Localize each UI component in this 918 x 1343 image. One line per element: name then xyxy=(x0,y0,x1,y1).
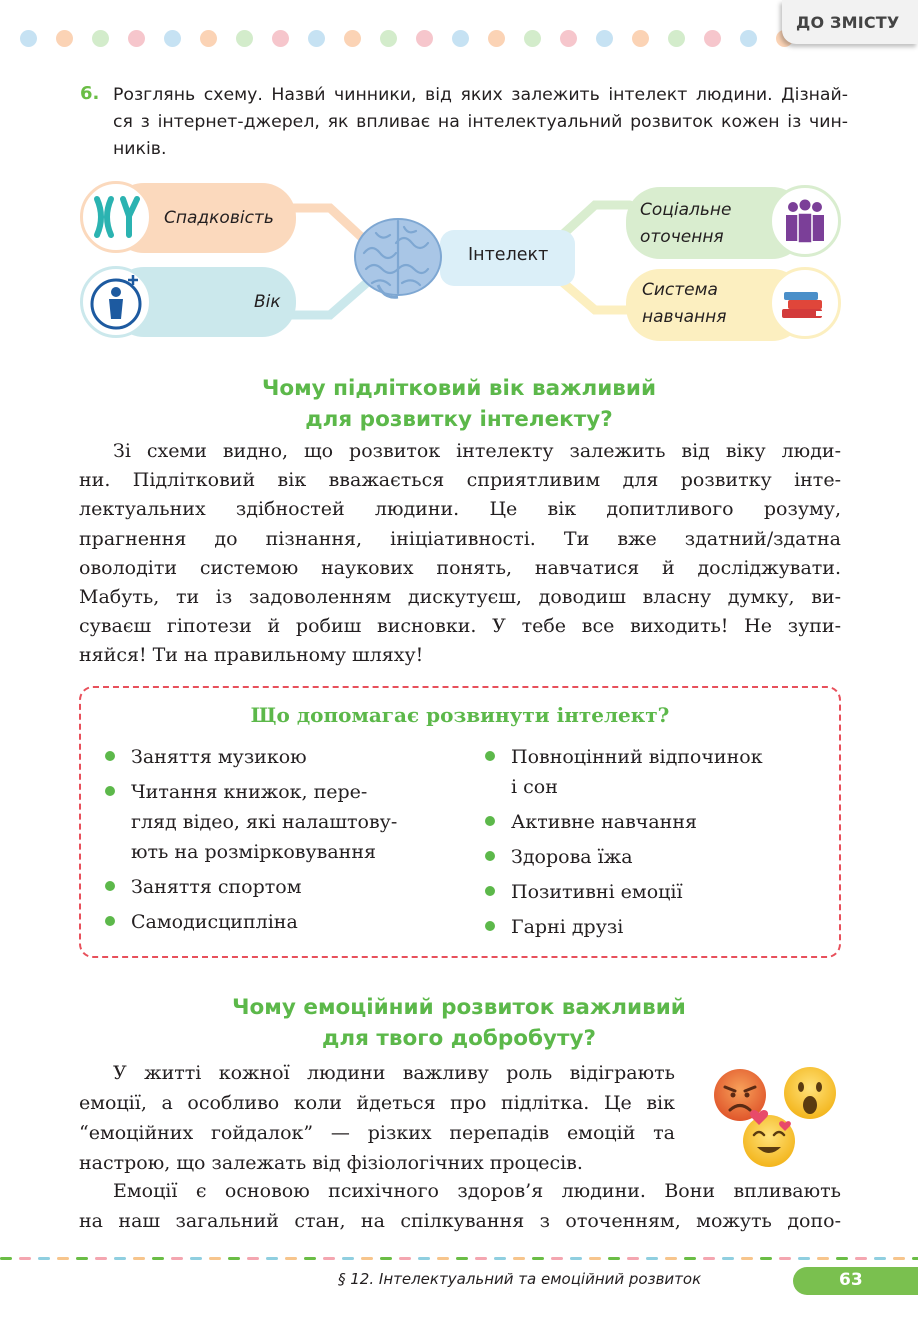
decorative-dash xyxy=(380,1257,392,1260)
paragraph-line: оволодіти системою наукових понять, навчатися й досліджувати. xyxy=(79,556,841,579)
list-item xyxy=(103,777,433,867)
decorative-dash xyxy=(513,1257,525,1260)
paragraph-teen-age xyxy=(79,437,841,671)
decorative-dot xyxy=(524,30,541,47)
emotion-emojis-illustration xyxy=(707,1063,842,1173)
decorative-dash xyxy=(209,1257,221,1260)
paragraph-line: Мабуть, ти із задоволенням дискутуєш, доводиш власну думку, ви- xyxy=(79,586,841,609)
decorative-dot xyxy=(308,30,325,47)
decorative-dash xyxy=(608,1257,620,1260)
decorative-dash xyxy=(532,1257,544,1260)
heading-line: Чому підлітковий вік важливий xyxy=(261,376,657,401)
decorative-dash xyxy=(95,1257,107,1260)
decorative-dash xyxy=(475,1257,487,1260)
paragraph-line: суваєш гіпотези й робиш висновки. У тебе все виходить! Не зупи- xyxy=(79,615,841,638)
decorative-dot xyxy=(20,30,37,47)
help-list-left xyxy=(103,742,433,942)
paragraph-line: Зі схеми видно, що розвиток інтелекту залежить від віку люди- xyxy=(113,440,841,462)
decorative-dot xyxy=(632,30,649,47)
decorative-dot xyxy=(92,30,109,47)
decorative-dash xyxy=(304,1257,316,1260)
person-age-icon xyxy=(80,266,152,338)
decorative-dot xyxy=(416,30,433,47)
task-text xyxy=(113,82,848,163)
decorative-dash xyxy=(114,1257,126,1260)
decorative-dash xyxy=(570,1257,582,1260)
intellect-node xyxy=(440,230,575,286)
list-item-line: Повноцінний відпочинок xyxy=(511,746,763,768)
task-line: Розглянь схему. Назви́ чинники, від яких залежить інтелект людини. Дізнай- xyxy=(113,85,848,105)
list-item: Заняття спортом xyxy=(103,872,433,902)
factor-social-label-2: оточення xyxy=(640,227,724,247)
decorative-dash xyxy=(342,1257,354,1260)
task-number: 6. xyxy=(80,83,100,104)
decorative-dash xyxy=(38,1257,50,1260)
list-item: Здорова їжа xyxy=(483,842,823,872)
paragraph-emotional-2 xyxy=(79,1176,841,1236)
factor-heredity-label: Спадковість xyxy=(164,208,274,228)
decorative-dash xyxy=(456,1257,468,1260)
decorative-dot xyxy=(380,30,397,47)
decorative-dash xyxy=(190,1257,202,1260)
paragraph-line: настрою, що залежать від фізіологічних процесів. xyxy=(79,1152,583,1174)
list-item-line: ють на розмірковування xyxy=(131,841,376,863)
factor-social-label-1: Соціальне xyxy=(640,200,732,220)
decorative-dot xyxy=(272,30,289,47)
decorative-dash xyxy=(57,1257,69,1260)
decorative-dash xyxy=(874,1257,886,1260)
list-item: Самодисципліна xyxy=(103,907,433,937)
dna-xy-icon xyxy=(80,181,152,253)
surprised-face-icon xyxy=(784,1067,836,1119)
decorative-dash xyxy=(152,1257,164,1260)
toc-label: ДО ЗМІСТУ xyxy=(796,13,900,32)
decorative-dot xyxy=(164,30,181,47)
decorative-dot xyxy=(128,30,145,47)
heading-line: для розвитку інтелекту? xyxy=(305,407,613,432)
heading-line: Чому емоційний розвиток важливий xyxy=(232,995,686,1020)
list-item: Заняття музикою xyxy=(103,742,433,772)
list-item-line: Читання книжок, пере- xyxy=(131,781,368,803)
decorative-dash xyxy=(893,1257,905,1260)
paragraph-line: лектуальних здібностей людини. Це вік допитливого розуму, xyxy=(79,498,841,521)
decorative-dash xyxy=(247,1257,259,1260)
decorative-dash xyxy=(836,1257,848,1260)
decorative-dash xyxy=(228,1257,240,1260)
decorative-dash xyxy=(494,1257,506,1260)
paragraph-line: няйся! Ти на правильному шляху! xyxy=(79,644,424,667)
decorative-dot xyxy=(704,30,721,47)
decorative-dash xyxy=(437,1257,449,1260)
decorative-dash xyxy=(589,1257,601,1260)
help-list-right xyxy=(483,742,823,947)
decorative-dash xyxy=(779,1257,791,1260)
heading-line: для твого добробуту? xyxy=(321,1026,596,1051)
list-item-line: і сон xyxy=(511,776,558,798)
decorative-dash xyxy=(0,1257,12,1260)
decorative-dash xyxy=(798,1257,810,1260)
decorative-dash xyxy=(912,1257,918,1260)
section-heading-teen-age xyxy=(0,373,918,435)
decorative-dash xyxy=(684,1257,696,1260)
bottom-decorative-dashes xyxy=(0,1257,918,1261)
decorative-dash xyxy=(703,1257,715,1260)
list-item xyxy=(483,742,823,802)
section-heading-emotional xyxy=(0,992,918,1054)
decorative-dash xyxy=(627,1257,639,1260)
decorative-dash xyxy=(133,1257,145,1260)
decorative-dash xyxy=(19,1257,31,1260)
decorative-dot xyxy=(200,30,217,47)
page-number: 63 xyxy=(839,1270,863,1290)
decorative-dot xyxy=(488,30,505,47)
list-item: Активне навчання xyxy=(483,807,823,837)
decorative-dot xyxy=(344,30,361,47)
decorative-dash xyxy=(361,1257,373,1260)
factor-education-label-2: навчання xyxy=(642,307,727,327)
decorative-dot xyxy=(740,30,757,47)
paragraph-line: прагнення до пізнання, ініціативності. Ти вже здатний/здатна xyxy=(79,527,841,550)
books-icon xyxy=(769,267,841,339)
decorative-dash xyxy=(817,1257,829,1260)
decorative-dash xyxy=(323,1257,335,1260)
paragraph-line: ни. Підлітковий вік вважається сприятливим для розвитку інте- xyxy=(79,469,841,492)
footer-section-title: § 12. Інтелектуальний та емоційний розвиток xyxy=(338,1270,702,1288)
decorative-dash xyxy=(418,1257,430,1260)
decorative-dash xyxy=(266,1257,278,1260)
decorative-dash xyxy=(76,1257,88,1260)
decorative-dash xyxy=(665,1257,677,1260)
decorative-dash xyxy=(646,1257,658,1260)
decorative-dash xyxy=(399,1257,411,1260)
decorative-dash xyxy=(760,1257,772,1260)
intellect-help-box xyxy=(79,686,841,958)
task-line: ся з інтернет-джерел, як впливає на інтелектуальний розвиток кожен із чин- xyxy=(113,112,848,132)
decorative-dash xyxy=(551,1257,563,1260)
task-line: ників. xyxy=(113,139,167,159)
decorative-dot xyxy=(560,30,577,47)
decorative-dash xyxy=(171,1257,183,1260)
paragraph-line: емоції, а особливо коли йдеться про підлітка. Це вік xyxy=(79,1092,675,1114)
decorative-dot xyxy=(596,30,613,47)
decorative-dot xyxy=(56,30,73,47)
help-box-title: Що допомагає розвинути інтелект? xyxy=(250,703,670,727)
list-item-line: гляд відео, які налаштову- xyxy=(131,811,398,833)
paragraph-line: Емоції є основою психічного здоров’я людини. Вони впливають xyxy=(113,1180,841,1202)
paragraph-line: на наш загальний стан, на спілкування з оточенням, можуть допо- xyxy=(79,1210,841,1232)
paragraph-line: “емоційних гойдалок” — різких перепадів емоцій та xyxy=(79,1122,675,1144)
factor-education-label-1: Система xyxy=(642,280,718,300)
decorative-dash xyxy=(722,1257,734,1260)
brain-icon xyxy=(352,213,444,305)
paragraph-emotional-1 xyxy=(79,1058,675,1178)
decorative-dash xyxy=(741,1257,753,1260)
list-item: Гарні друзі xyxy=(483,912,823,942)
toc-button[interactable] xyxy=(782,0,918,44)
intellect-factors-scheme xyxy=(0,175,918,350)
list-item: Позитивні емоції xyxy=(483,877,823,907)
decorative-dot xyxy=(236,30,253,47)
intellect-label: Інтелект xyxy=(468,245,549,265)
top-decorative-dots xyxy=(20,30,790,46)
decorative-dot xyxy=(452,30,469,47)
people-group-icon xyxy=(769,185,841,257)
factor-age-label: Вік xyxy=(254,292,281,312)
page-number-badge xyxy=(793,1267,918,1295)
decorative-dash xyxy=(285,1257,297,1260)
decorative-dash xyxy=(855,1257,867,1260)
paragraph-line: У житті кожної людини важливу роль відіграють xyxy=(113,1062,675,1084)
decorative-dot xyxy=(668,30,685,47)
